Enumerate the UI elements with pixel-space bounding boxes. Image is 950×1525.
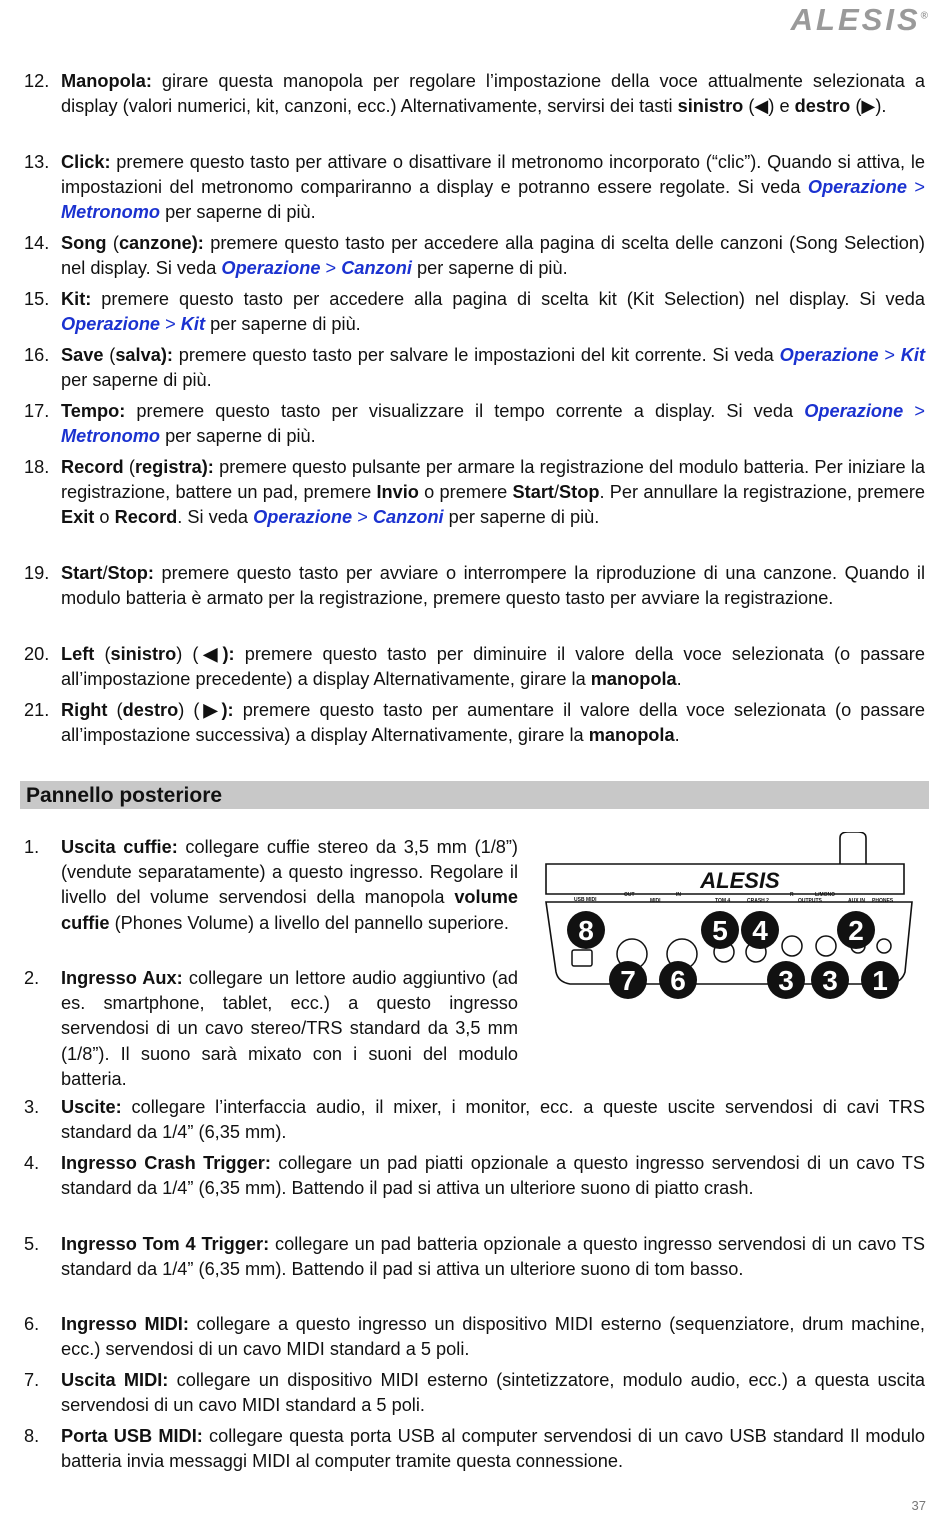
item-text: collegare un lettore audio aggiuntivo (ad es. smartphone, tablet, ecc.) a questo ingresso servendosi di un cavo stereo/TRS standard da 3,5 mm (1/8”). Il suono sarà mixato con i suoni del modulo batteria. bbox=[61, 968, 518, 1089]
bold-term: ): bbox=[221, 700, 234, 720]
item-text: per saperne di più. bbox=[160, 202, 316, 223]
brand-logo: ALESIS® bbox=[790, 2, 928, 37]
item-number: 3. bbox=[24, 1097, 40, 1117]
item-text: per saperne di più. bbox=[160, 426, 316, 447]
item-text: ( bbox=[107, 700, 123, 720]
bold-term: sinistro bbox=[110, 644, 177, 664]
label-midi-out: OUT bbox=[624, 892, 635, 898]
link-separator: > bbox=[320, 258, 342, 279]
bold-term: Uscite: bbox=[61, 1097, 122, 1117]
item-text: premere questo tasto per attivare o disattivare il metronomo incorporato (“clic”). Quando si attiva, le impostazioni del metronomo compariranno a display e potranno essere regolate. Si veda bbox=[61, 152, 925, 198]
label-aux-in: AUX IN bbox=[848, 898, 865, 904]
svg-text:1: 1 bbox=[872, 965, 888, 996]
control-item bbox=[24, 561, 925, 611]
item-text: premere questo pulsante per armare la registrazione del modulo batteria. Per iniziare la registrazione, battere un pad, premere bbox=[61, 457, 925, 503]
bold-term: Song bbox=[61, 233, 107, 253]
svg-text:8: 8 bbox=[578, 915, 594, 946]
cross-reference-link[interactable]: Operazione bbox=[221, 258, 321, 279]
item-text: premere questo tasto per diminuire il valore della voce selezionata (o passare all’impostazione precedente) a display Alternativamente, girare la bbox=[61, 644, 925, 690]
item-number: 15. bbox=[24, 289, 50, 309]
item-text: ( bbox=[106, 233, 119, 253]
link-separator: > bbox=[352, 507, 373, 528]
bold-term: Manopola: bbox=[61, 71, 152, 91]
usb-port-icon bbox=[572, 950, 592, 966]
rear-panel-diagram bbox=[540, 832, 920, 1002]
item-text: premere questo tasto per aumentare il valore della voce selezionata (o passare all’impostazione successiva) a display Alternativamente, girare la bbox=[61, 700, 925, 746]
item-number: 16. bbox=[24, 345, 50, 365]
rear-panel-item bbox=[24, 1095, 925, 1145]
control-item bbox=[24, 150, 925, 226]
label-r: R bbox=[790, 892, 794, 898]
bold-term: Record bbox=[61, 457, 124, 477]
link-separator: > bbox=[878, 345, 901, 365]
output-l-jack-icon bbox=[816, 936, 836, 956]
phones-jack-icon bbox=[877, 939, 891, 953]
bold-term: ◀ bbox=[198, 644, 223, 664]
bold-term: manopola bbox=[588, 725, 675, 746]
item-text: (Phones Volume) a livello del pannello superiore. bbox=[109, 912, 509, 933]
bold-term: Save bbox=[61, 345, 104, 365]
item-number: 2. bbox=[24, 968, 40, 988]
cross-reference-link[interactable]: Operazione bbox=[61, 314, 161, 335]
item-number: 13. bbox=[24, 152, 50, 172]
control-item bbox=[24, 343, 925, 393]
item-text: girare questa manopola per regolare l’impostazione della voce attualmente selezionata a display (valori numerici, kit, canzoni, ecc.) Alternativamente, servirsi dei tasti bbox=[61, 71, 925, 117]
item-number: 17. bbox=[24, 401, 50, 421]
rear-panel-item bbox=[24, 1232, 925, 1282]
item-number: 14. bbox=[24, 233, 50, 253]
cross-reference-link[interactable]: Operazione bbox=[804, 401, 904, 421]
bold-term: Uscita cuffie: bbox=[61, 837, 178, 857]
bold-term: ▶ bbox=[199, 700, 222, 720]
diagram-brand: ALESIS bbox=[700, 868, 780, 893]
item-text: collegare un dispositivo MIDI esterno (sintetizzatore, modulo audio, ecc.) a questa uscita servendosi di un cavo MIDI standard a 5 poli. bbox=[61, 1370, 926, 1416]
bold-term: Stop: bbox=[107, 563, 154, 583]
item-text: per saperne di più. bbox=[443, 507, 600, 528]
cross-reference-link[interactable]: Metronomo bbox=[61, 202, 161, 223]
output-r-jack-icon bbox=[782, 936, 802, 956]
rear-panel-item bbox=[24, 966, 518, 1092]
item-text: collegare un pad piatti opzionale a questo ingresso servendosi di un cavo TS standard da 1/4” (6,35 mm). Battendo il pad si attiva un ulteriore suono di piatto crash. bbox=[61, 1153, 925, 1199]
label-crash2: CRASH 2 bbox=[747, 898, 769, 904]
item-text: collegare a questo ingresso un dispositivo MIDI esterno (sequenziatore, drum machine, ecc.) servendosi di un cavo MIDI standard a 5 poli. bbox=[61, 1314, 925, 1360]
callout-8 bbox=[567, 911, 605, 949]
item-text: (◀) e bbox=[743, 96, 795, 117]
cross-reference-link[interactable]: Metronomo bbox=[61, 426, 161, 447]
bold-term: canzone bbox=[118, 233, 192, 253]
rear-panel-item bbox=[24, 1368, 926, 1418]
link-separator: > bbox=[903, 401, 925, 421]
bold-term: Start bbox=[61, 563, 103, 583]
item-text: . Per annullare la registrazione, premere bbox=[599, 482, 925, 503]
control-item bbox=[24, 642, 925, 692]
bold-term: Tempo: bbox=[61, 401, 126, 421]
link-separator: > bbox=[906, 177, 925, 198]
item-text: per saperne di più. bbox=[205, 314, 361, 335]
label-outputs: OUTPUTS bbox=[798, 898, 822, 904]
item-number: 12. bbox=[24, 71, 50, 91]
callout-3 bbox=[811, 961, 849, 999]
label-usb-midi: USB MIDI bbox=[574, 897, 597, 903]
svg-text:3: 3 bbox=[822, 965, 838, 996]
cross-reference-link[interactable]: Operazione bbox=[779, 345, 879, 365]
item-number: 20. bbox=[24, 644, 50, 664]
item-text: . Si veda bbox=[177, 507, 254, 528]
section-title: Pannello posteriore bbox=[26, 784, 223, 807]
callout-5 bbox=[701, 911, 739, 949]
item-number: 7. bbox=[24, 1370, 40, 1390]
bold-term: salva bbox=[115, 345, 161, 365]
callout-3 bbox=[767, 961, 805, 999]
page-number: 37 bbox=[911, 1498, 926, 1513]
item-number: 21. bbox=[24, 700, 50, 720]
item-text: premere questo tasto per accedere alla pagina di scelta delle canzoni (Song Selection) nel display. Si veda bbox=[61, 233, 925, 279]
label-phones: PHONES bbox=[872, 898, 894, 904]
item-text: / bbox=[553, 482, 560, 503]
control-item bbox=[24, 69, 925, 119]
bold-term: Exit bbox=[61, 507, 95, 528]
item-text: ( bbox=[123, 457, 135, 477]
bold-term: registra bbox=[134, 457, 202, 477]
item-text: ) ( bbox=[178, 700, 200, 720]
bold-term: Ingresso Tom 4 Trigger: bbox=[61, 1234, 270, 1254]
svg-text:2: 2 bbox=[848, 915, 864, 946]
cross-reference-link[interactable]: Kit bbox=[900, 345, 925, 365]
bold-term: Right bbox=[61, 700, 108, 720]
item-text: collegare l’interfaccia audio, il mixer, i monitor, ecc. a queste uscite servendosi di cavi TRS standard da 1/4” (6,35 mm). bbox=[61, 1097, 925, 1143]
svg-text:4: 4 bbox=[752, 915, 768, 946]
cross-reference-link[interactable]: Canzoni bbox=[372, 507, 444, 528]
control-item bbox=[24, 231, 925, 281]
bold-term: sinistro bbox=[677, 96, 744, 117]
bold-term: manopola bbox=[590, 669, 677, 690]
bold-term: ): bbox=[160, 345, 173, 365]
item-text: collegare questa porta USB al computer servendosi di un cavo USB standard Il modulo batteria invia messaggi MIDI al computer tramite questa connessione. bbox=[61, 1426, 925, 1472]
bold-term: Ingresso Crash Trigger: bbox=[61, 1153, 271, 1173]
item-text: ( bbox=[94, 644, 111, 664]
item-text: premere questo tasto per visualizzare il tempo corrente a display. Si veda bbox=[125, 401, 805, 421]
item-text: (▶). bbox=[850, 96, 887, 117]
control-item bbox=[24, 455, 925, 531]
svg-text:5: 5 bbox=[712, 915, 728, 946]
bold-term: ): bbox=[201, 457, 214, 477]
item-text: . bbox=[674, 725, 680, 746]
bold-term: Record bbox=[114, 507, 178, 528]
section-header bbox=[20, 781, 929, 809]
bold-term: Invio bbox=[376, 482, 419, 503]
bold-term: Click: bbox=[61, 152, 111, 172]
item-text: ) ( bbox=[176, 644, 199, 664]
rear-panel-item bbox=[24, 835, 518, 936]
control-item bbox=[24, 698, 925, 748]
cross-reference-link[interactable]: Operazione bbox=[807, 177, 907, 198]
item-text: collegare cuffie stereo da 3,5 mm (1/8”) (vendute separatamente) a questo ingresso. Regolare il livello del volume servendosi della manopola bbox=[61, 837, 518, 908]
item-text: ( bbox=[103, 345, 116, 365]
bold-term: Uscita MIDI: bbox=[61, 1370, 169, 1390]
item-text: o premere bbox=[418, 482, 513, 503]
item-text: per saperne di più. bbox=[411, 258, 568, 279]
item-number: 19. bbox=[24, 563, 50, 583]
label-midi: MIDI bbox=[650, 898, 661, 904]
item-number: 6. bbox=[24, 1314, 40, 1334]
item-number: 8. bbox=[24, 1426, 40, 1446]
cross-reference-link[interactable]: Operazione bbox=[253, 507, 353, 528]
bold-term: Stop bbox=[559, 482, 600, 503]
cross-reference-link[interactable]: Kit bbox=[180, 314, 206, 335]
item-text: collegare un pad batteria opzionale a questo ingresso servendosi di un cavo TS standard da 1/4” (6,35 mm). Battendo il pad si attiva un ulteriore suono di tom basso. bbox=[61, 1234, 925, 1280]
item-text: premere questo tasto per salvare le impostazioni del kit corrente. Si veda bbox=[172, 345, 780, 365]
svg-text:3: 3 bbox=[778, 965, 794, 996]
item-text: premere questo tasto per avviare o interrompere la riproduzione di una canzone. Quando il modulo batteria è armato per la registrazione, premere questo tasto per avviare la registrazione. bbox=[61, 563, 925, 609]
item-text: o bbox=[94, 507, 115, 528]
bold-term: destro bbox=[794, 96, 851, 117]
rear-panel-item bbox=[24, 1151, 925, 1201]
bold-term: Left bbox=[61, 644, 95, 664]
bold-term: volume cuffie bbox=[61, 887, 518, 933]
rear-panel-item bbox=[24, 1312, 925, 1362]
item-text: per saperne di più. bbox=[61, 370, 212, 391]
bold-term: Porta USB MIDI: bbox=[61, 1426, 203, 1446]
callout-1 bbox=[861, 961, 899, 999]
control-item bbox=[24, 399, 925, 449]
label-midi-in: IN bbox=[676, 892, 681, 898]
item-number: 1. bbox=[24, 837, 40, 857]
item-text: / bbox=[102, 563, 108, 583]
link-separator: > bbox=[160, 314, 181, 335]
bold-term: destro bbox=[122, 700, 179, 720]
svg-text:6: 6 bbox=[670, 965, 686, 996]
label-l-mono: L/MONO bbox=[815, 892, 835, 898]
bold-term: Kit: bbox=[61, 289, 92, 309]
cross-reference-link[interactable]: Canzoni bbox=[341, 258, 412, 279]
item-text: premere questo tasto per accedere alla pagina di scelta kit (Kit Selection) nel display. Si veda bbox=[91, 289, 925, 309]
item-number: 18. bbox=[24, 457, 50, 477]
control-item bbox=[24, 287, 925, 337]
callout-7 bbox=[609, 961, 647, 999]
item-text: . bbox=[676, 669, 682, 690]
bold-term: Ingresso Aux: bbox=[61, 968, 183, 988]
bold-term: ): bbox=[222, 644, 235, 664]
label-tom4: TOM 4 bbox=[715, 898, 731, 904]
bold-term: ): bbox=[191, 233, 204, 253]
callout-4 bbox=[741, 911, 779, 949]
item-number: 4. bbox=[24, 1153, 40, 1173]
callout-6 bbox=[659, 961, 697, 999]
item-number: 5. bbox=[24, 1234, 40, 1254]
svg-text:7: 7 bbox=[620, 965, 636, 996]
rear-panel-item bbox=[24, 1424, 925, 1474]
callout-2 bbox=[837, 911, 875, 949]
bold-term: Start bbox=[512, 482, 554, 503]
bold-term: Ingresso MIDI: bbox=[61, 1314, 189, 1334]
